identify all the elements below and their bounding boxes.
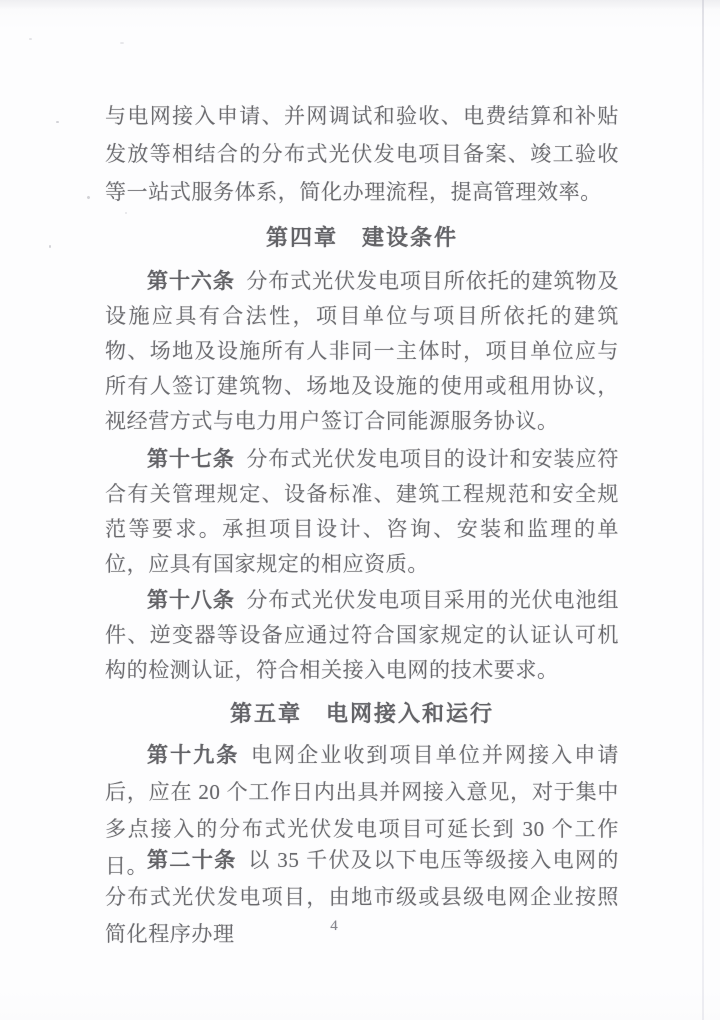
article-18-number: 第十八条 bbox=[147, 588, 235, 612]
scan-noise-speck bbox=[29, 38, 32, 40]
article-19-number: 第十九条 bbox=[147, 743, 240, 767]
chapter-5-heading: 第五章 电网接入和运行 bbox=[229, 701, 494, 726]
article-18-text: 分布式光伏发电项目采用的光伏电池组件、逆变器等设备应通过符合国家规定的认证认可机构的检测认证，符合相关接入电网的技术要求。 bbox=[105, 588, 620, 682]
article-20-number: 第二十条 bbox=[147, 848, 237, 872]
article-20-paragraph bbox=[105, 842, 619, 953]
article-16-paragraph bbox=[105, 264, 619, 439]
page-number: 4 bbox=[330, 918, 338, 934]
scan-noise-speck bbox=[86, 195, 90, 199]
article-17-text: 分布式光伏发电项目的设计和安装应符合有关管理规定、设备标准、建筑工程规范和安全规范等要求。承担项目设计、咨询、安装和监理的单位，应具有国家规定的相应资质。 bbox=[105, 447, 620, 576]
article-20-text: 以 35 千伏及以下电压等级接入电网的分布式光伏发电项目，由地市级或县级电网企业按照简化程序办理 bbox=[105, 848, 619, 946]
scan-edge-artifact bbox=[702, 0, 704, 1020]
article-19-text: 电网企业收到项目单位并网接入申请后，应在 20 个工作日内出具并网接入意见，对于集中多点接入的分布式光伏发电项目可延长到 30 个工作日。 bbox=[105, 743, 619, 878]
chapter-4-heading: 第四章 建设条件 bbox=[265, 225, 458, 250]
article-17-number: 第十七条 bbox=[147, 447, 235, 471]
article-17-paragraph bbox=[105, 442, 619, 582]
scan-noise-speck bbox=[49, 245, 51, 248]
document-text-column bbox=[105, 0, 619, 1020]
scan-noise-speck bbox=[56, 121, 59, 123]
article-16-number: 第十六条 bbox=[147, 269, 235, 293]
article-16-text: 分布式光伏发电项目所依托的建筑物及设施应具有合法性，项目单位与项目所依托的建筑物、场地及设施所有人非同一主体时，项目单位应与所有人签订建筑物、场地及设施的使用或租用协议，视经营方式与电力用户签订合同能源服务协议。 bbox=[105, 269, 620, 433]
intro-paragraph-continued: 与电网接入申请、并网调试和验收、电费结算和补贴发放等相结合的分布式光伏发电项目备案、竣工验收等一站式服务体系，简化办理流程，提高管理效率。 bbox=[105, 104, 619, 204]
article-18-paragraph bbox=[105, 583, 619, 688]
